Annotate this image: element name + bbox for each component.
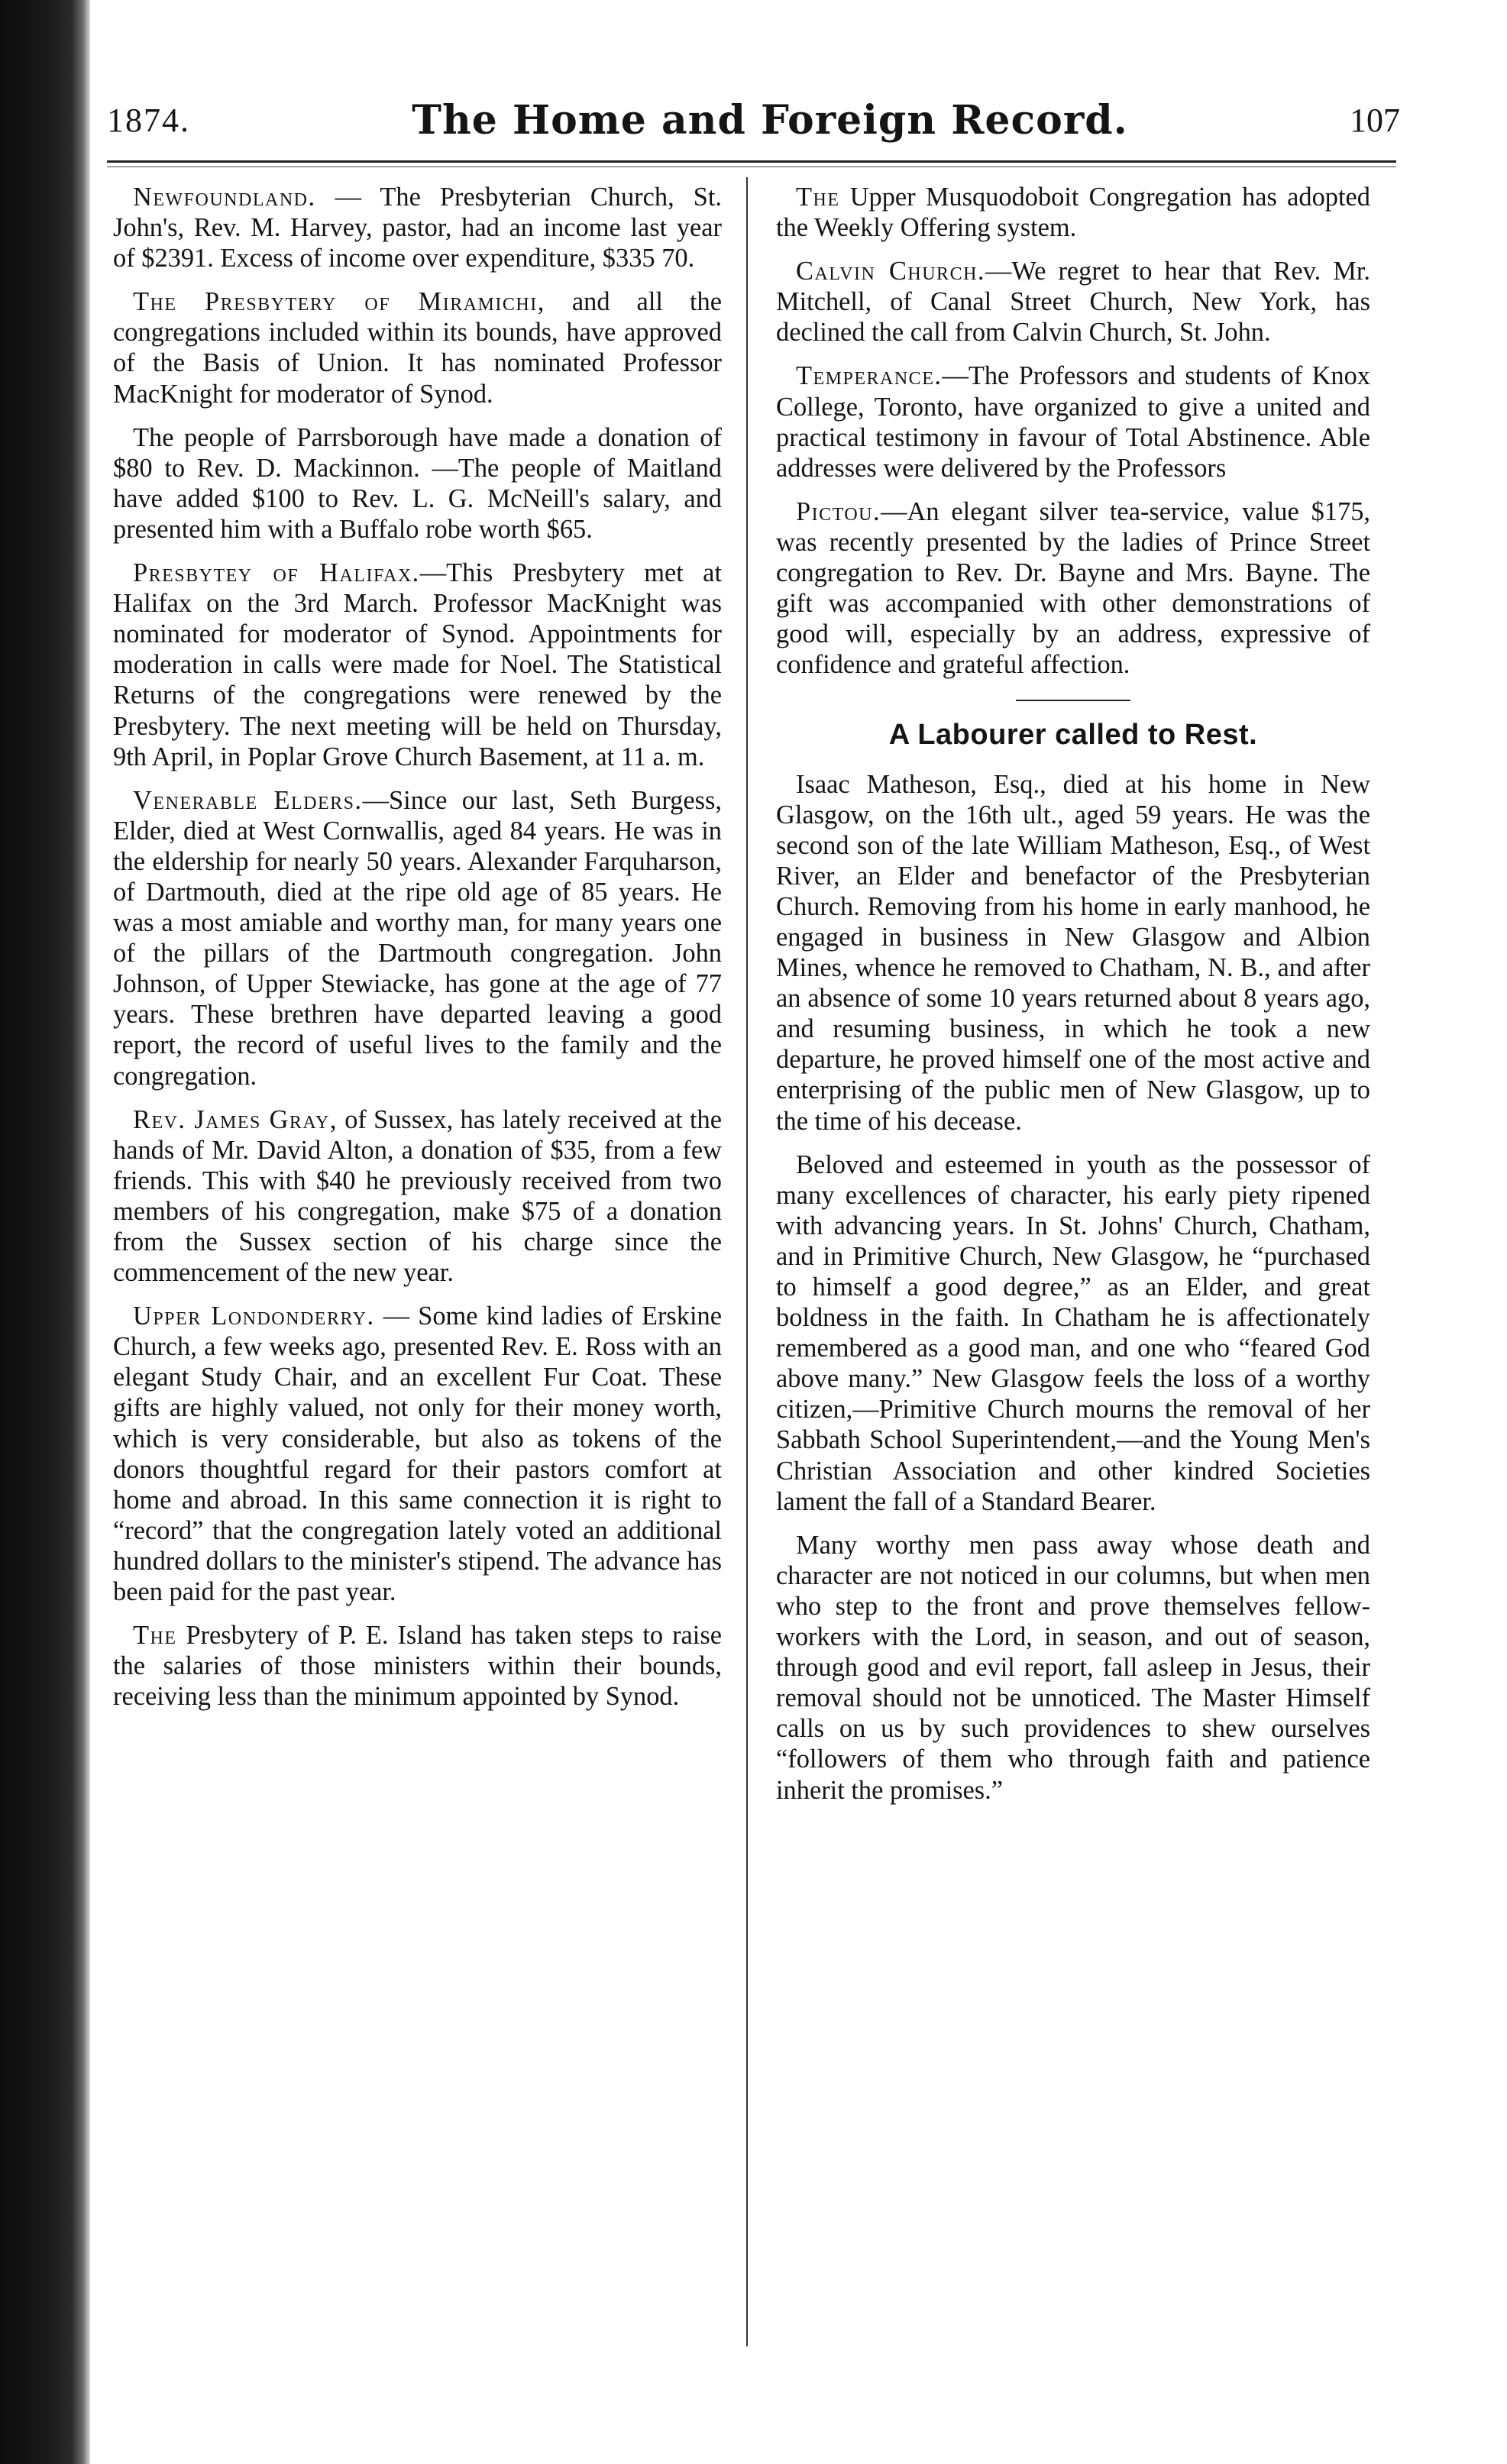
- article-title: A Labourer called to Rest.: [888, 719, 1258, 752]
- item-text: —Since our last, Seth Burgess, Elder, died at West Cornwallis, aged 84 years. He was in the eldership for nearly 50 years. Alexander Farquharson, of Dartmouth, died at the ripe old age of 85 years. He was a most amiable and worthy man, for many years one of the pillars of the Dartmouth congregation. John Johnson, of Upper Stewiacke, has gone at the age of 77 years. These brethren have departed leaving a good report, the record of useful lives to the family and the congregation.: [113, 785, 722, 1091]
- item-lead: Rev. James Gray,: [133, 1104, 338, 1134]
- article-paragraph: Many worthy men pass away whose death and character are not noticed in our columns, but when men who step to the front and prove themselves fellow-workers with the Lord, in season, and out of season, through good and evil report, fall asleep in Jesus, their removal should not be unnoticed. The Master Himself calls on us by such providences to shew ourselves “followers of them who through faith and patience inherit the promises.”: [776, 1530, 1370, 1805]
- publication-title: The Home and Foreign Record.: [412, 96, 1128, 144]
- item-text: — The Presbyterian Church, St. John's, Rev. M. Harvey, pastor, had an income last year of $2391. Excess of income over expenditure, $335 70.: [113, 183, 722, 273]
- news-item: [113, 1301, 722, 1607]
- news-item: [113, 1620, 722, 1712]
- left-column: [113, 182, 722, 1725]
- article-paragraph: Isaac Matheson, Esq., died at his home in New Glasgow, on the 16th ult., aged 59 years. He was the second son of the late William Matheson, Esq., of West River, an Elder and benefactor of the Presbyterian Church. Removing from his home in early manhood, he engaged in business in New Glasgow and Albion Mines, whence he removed to Chatham, N. B., and after an absence of some 10 years returned about 8 years ago, and resuming business, in which he took a new departure, he proved himself one of the most active and enterprising of the public men of New Glasgow, up to the time of his decease.: [776, 769, 1370, 1136]
- section-separator: [1016, 700, 1130, 701]
- item-lead: Pictou.: [796, 496, 881, 526]
- column-divider: [746, 177, 748, 2346]
- item-text: Upper Musquodoboit Congregation has adopted the Weekly Offering system.: [776, 183, 1370, 243]
- item-lead: Upper Londonderry.: [133, 1302, 375, 1331]
- item-lead: The Presbytery of Miramichi,: [133, 287, 545, 317]
- news-item: [776, 361, 1370, 483]
- item-text: Presbytery of P. E. Island has taken steps to raise the salaries of those ministers within their bounds, receiving less than the minimum appointed by Synod.: [113, 1621, 722, 1712]
- right-column: [776, 182, 1370, 1819]
- item-text: of Sussex, has lately received at the hands of Mr. David Alton, a donation of $35, from a few friends. This with $40 he previously received from two members of his congregation, make $75 of a donation from the Sussex section of his charge since the commencement of the new year.: [113, 1104, 722, 1288]
- page-binding-edge: [0, 0, 90, 2464]
- news-item: [776, 182, 1370, 243]
- item-lead: The: [133, 1621, 177, 1651]
- item-text: — Some kind ladies of Erskine Church, a few weeks ago, presented Rev. E. Ross with an elegant Study Chair, and an excellent Fur Coat. These gifts are highly valued, not only for their money worth, which is very considerable, but also as tokens of the donors thoughtful regard for their pastors comfort at home and abroad. In this same connection it is right to “record” that the congregation lately voted an additional hundred dollars to the minister's stipend. The advance has been paid for the past year.: [113, 1302, 723, 1607]
- item-text: —An elegant silver tea-service, value $175, was recently presented by the ladies of Prince Street congregation to Rev. Dr. Bayne and Mrs. Bayne. The gift was accompanied with other demonstrations of good will, especially by an address, expressive of confidence and grateful affection.: [776, 496, 1370, 680]
- item-text: The people of Parrsborough have made a donation of $80 to Rev. D. Mackinnon. —The people of Maitland have added $100 to Rev. L. G. McNeill's salary, and presented him with a Buffalo robe worth $65.: [113, 422, 722, 544]
- item-lead: Venerable Elders.: [133, 785, 363, 815]
- news-item: [113, 1104, 722, 1289]
- news-item: [776, 496, 1370, 681]
- news-item: [113, 286, 722, 409]
- news-item: [113, 558, 722, 772]
- news-item: [776, 256, 1370, 348]
- item-lead: The: [796, 183, 840, 212]
- item-lead: Newfoundland.: [133, 183, 316, 212]
- item-text: —We regret to hear that Rev. Mr. Mitchell, of Canal Street Church, New York, has declined the call from Calvin Church, St. John.: [776, 257, 1370, 348]
- item-text: —This Presbytery met at Halifax on the 3rd March. Professor MacKnight was nominated for moderator of Synod. Appointments for moderation in calls were made for Noel. The Statistical Returns of the congregations were renewed by the Presbytery. The next meeting will be held on Thursday, 9th April, in Poplar Grove Church Basement, at 11 a. m.: [113, 558, 722, 771]
- header-year: 1874.: [107, 101, 190, 139]
- news-item: [113, 422, 722, 545]
- news-item: [113, 182, 722, 273]
- item-text: and all the congregations included within its bounds, have approved of the Basis of Union. It has nominated Professor MacKnight for moderator of Synod.: [113, 287, 722, 409]
- article-paragraph: Beloved and esteemed in youth as the possessor of many excellences of character, his early piety ripened with advancing years. In St. Johns' Church, Chatham, and in Primitive Church, New Glasgow, he “purchased to himself a good degree,” as an Elder, and great boldness in the faith. In Chatham he is affectionately remembered as a good man, and one who “feared God above many.” New Glasgow feels the loss of a worthy citizen,—Primitive Church mourns the removal of her Sabbath School Superintendent,—and the Young Men's Christian Association and other kindred Societies lament the fall of a Standard Bearer.: [776, 1150, 1370, 1516]
- page-header: [107, 86, 1400, 154]
- item-lead: Calvin Church.: [796, 257, 986, 286]
- item-text: —The Professors and students of Knox College, Toronto, have organized to give a united and practical testimony in favour of Total Abstinence. Able addresses were delivered by the Professors: [776, 361, 1370, 483]
- header-rule: [107, 160, 1396, 167]
- item-lead: Temperance.: [796, 361, 943, 391]
- news-item: [113, 785, 722, 1091]
- page-number: 107: [1349, 101, 1400, 139]
- item-lead: Presbytey of Halifax.: [133, 558, 420, 588]
